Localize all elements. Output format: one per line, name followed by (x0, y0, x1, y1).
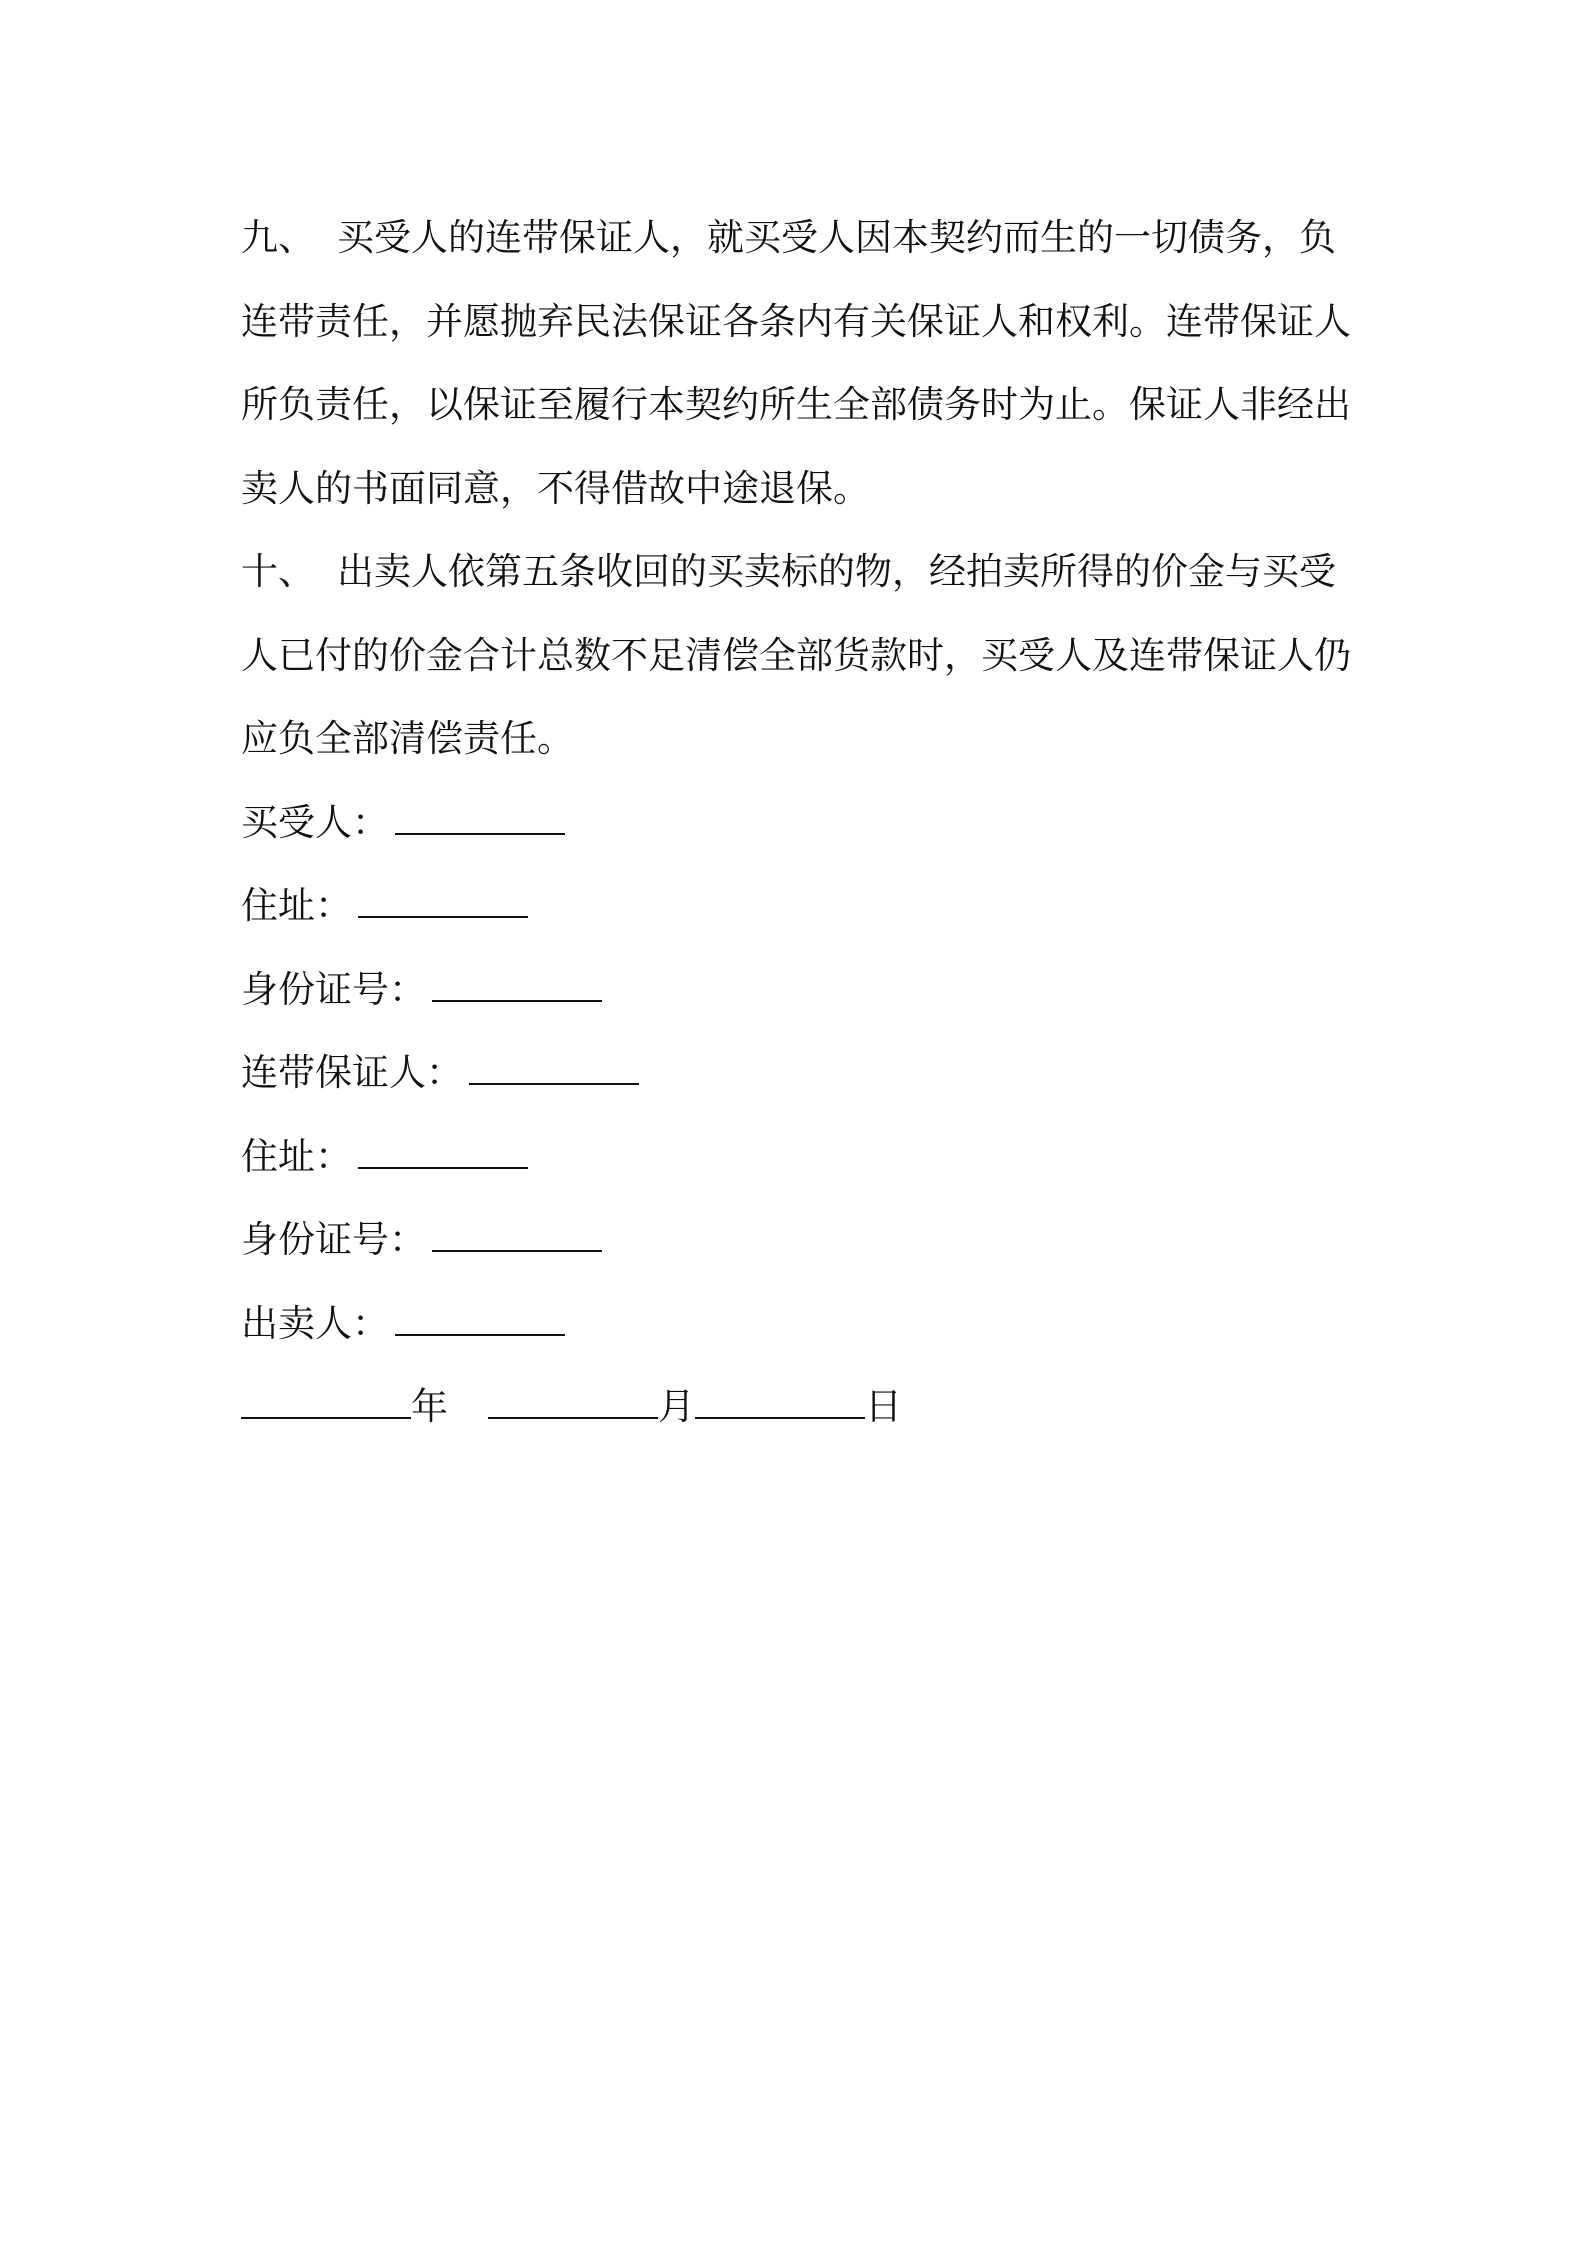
buyer-address-line (241, 864, 1356, 948)
guarantor-address-line (241, 1115, 1356, 1199)
buyer-signature-line (241, 781, 1356, 865)
month-label: 月 (658, 1385, 695, 1428)
clause-9 (241, 196, 1356, 530)
month-blank[interactable] (488, 1387, 658, 1419)
guarantor-address-label: 住址： (241, 1134, 352, 1178)
clause-10-text: 出卖人依第五条收回的买卖标的物，经拍卖所得的价金与买受人已付的价金合计总数不足清偿全部货款时，买受人及连带保证人仍应负全部清偿责任。 (241, 550, 1351, 760)
clause-10 (241, 530, 1356, 781)
day-label: 日 (865, 1385, 902, 1428)
clause-9-text: 买受人的连带保证人，就买受人因本契约而生的一切债务，负连带责任，并愿抛弃民法保证各条内有关保证人和权利。连带保证人所负责任，以保证至履行本契约所生全部债务时为止。保证人非经出卖人的书面同意，不得借故中途退保。 (241, 216, 1351, 510)
buyer-address-blank[interactable] (358, 886, 528, 918)
year-blank[interactable] (241, 1387, 411, 1419)
buyer-id-label: 身份证号： (241, 967, 426, 1011)
buyer-id-line (241, 948, 1356, 1032)
guarantor-id-label: 身份证号： (241, 1218, 426, 1261)
guarantor-id-blank[interactable] (432, 1220, 602, 1252)
buyer-address-label: 住址： (241, 884, 352, 927)
buyer-id-blank[interactable] (432, 970, 602, 1002)
guarantor-blank[interactable] (469, 1053, 639, 1085)
clause-10-number: 十、 (241, 550, 315, 593)
day-blank[interactable] (695, 1387, 865, 1419)
guarantor-label: 连带保证人： (241, 1051, 463, 1094)
guarantor-id-line (241, 1198, 1356, 1282)
guarantor-signature-line (241, 1031, 1356, 1115)
buyer-label: 买受人： (241, 800, 389, 844)
date-line (241, 1365, 1356, 1449)
clause-9-number: 九、 (241, 216, 315, 259)
seller-label: 出卖人： (241, 1301, 389, 1345)
seller-signature-line (241, 1282, 1356, 1366)
seller-blank[interactable] (395, 1304, 565, 1336)
buyer-blank[interactable] (395, 803, 565, 835)
contract-body (241, 196, 1356, 1449)
guarantor-address-blank[interactable] (358, 1137, 528, 1169)
year-label: 年 (411, 1385, 448, 1428)
